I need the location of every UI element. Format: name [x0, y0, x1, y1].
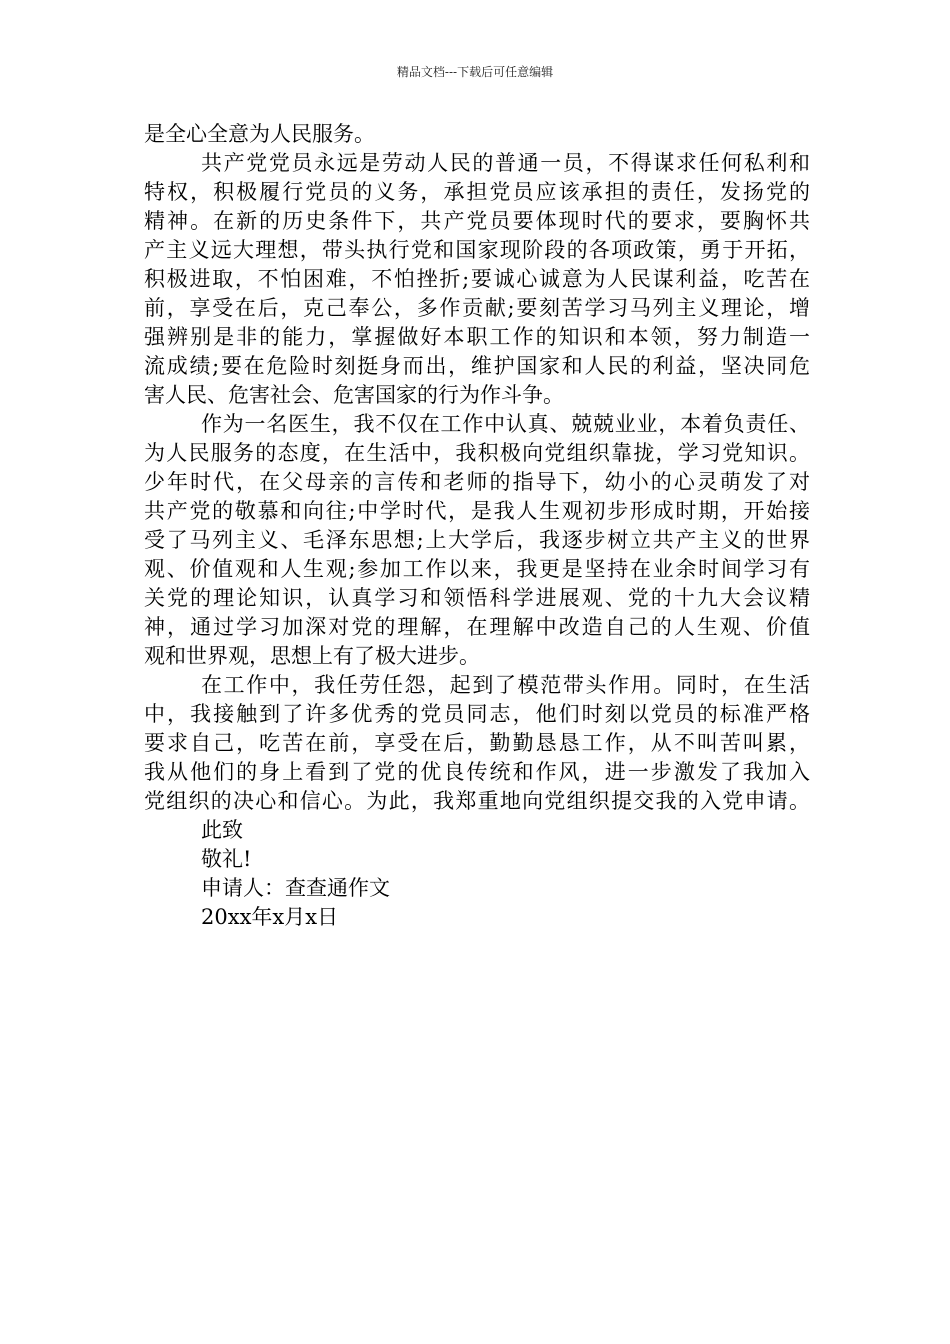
applicant-signature: 申请人：查查通作文 [201, 876, 390, 900]
text-line: 是全心全意为人民服务。 [144, 122, 375, 146]
text-line: 积极进取，不怕困难，不怕挫折;要诚心诚意为人民谋利益，吃苦在 [144, 267, 810, 291]
text-line: 流成绩;要在危险时刻挺身而出，维护国家和人民的利益，坚决同危 [144, 354, 810, 378]
text-line: 观和世界观，思想上有了极大进步。 [144, 644, 480, 668]
text-line: 特权，积极履行党员的义务，承担党员应该承担的责任，发扬党的 [144, 180, 810, 204]
text-line: 中，我接触到了许多优秀的党员同志，他们时刻以党员的标准严格 [144, 702, 810, 726]
text-line: 在工作中，我任劳任怨，起到了模范带头作用。同时，在生活 [201, 673, 810, 697]
date-line: 20xx年x月x日 [201, 905, 339, 929]
text-line: 产主义远大理想，带头执行党和国家现阶段的各项政策，勇于开拓， [144, 238, 810, 262]
text-line: 我从他们的身上看到了党的优良传统和作风，进一步激发了我加入 [144, 760, 810, 784]
text-line: 强辨别是非的能力，掌握做好本职工作的知识和本领，努力制造一 [144, 325, 810, 349]
text-line: 观、价值观和人生观;参加工作以来，我更是坚持在业余时间学习有 [144, 557, 810, 581]
document-body [144, 120, 810, 932]
text-line: 少年时代，在父母亲的言传和老师的指导下，幼小的心灵萌发了对 [144, 470, 810, 494]
text-line: 要求自己，吃苦在前，享受在后，勤勤恳恳工作，从不叫苦叫累， [144, 731, 810, 755]
text-line: 为人民服务的态度，在生活中，我积极向党组织靠拢，学习党知识。 [144, 441, 810, 465]
page-header: 精品文档---下载后可任意编辑 [396, 65, 554, 79]
text-line: 害人民、危害社会、危害国家的行为作斗争。 [144, 383, 564, 407]
closing-respect: 敬礼! [201, 847, 252, 871]
text-line: 精神。在新的历史条件下，共产党员要体现时代的要求，要胸怀共 [144, 209, 810, 233]
text-line: 关党的理论知识，认真学习和领悟科学进展观、党的十九大会议精 [144, 586, 810, 610]
text-line: 作为一名医生，我不仅在工作中认真、兢兢业业，本着负责任、 [201, 412, 810, 436]
text-line: 神，通过学习加深对党的理解，在理解中改造自己的人生观、价值 [144, 615, 810, 639]
text-line: 共产党的敬慕和向往;中学时代，是我人生观初步形成时期，开始接 [144, 499, 810, 523]
text-line: 共产党党员永远是劳动人民的普通一员，不得谋求任何私利和 [201, 151, 810, 175]
text-line: 受了马列主义、毛泽东思想;上大学后，我逐步树立共产主义的世界 [144, 528, 810, 552]
text-line: 党组织的决心和信心。为此，我郑重地向党组织提交我的入党申请。 [144, 789, 810, 813]
text-line: 前，享受在后，克己奉公，多作贡献;要刻苦学习马列主义理论，增 [144, 296, 810, 320]
closing-salutation: 此致 [201, 818, 243, 842]
